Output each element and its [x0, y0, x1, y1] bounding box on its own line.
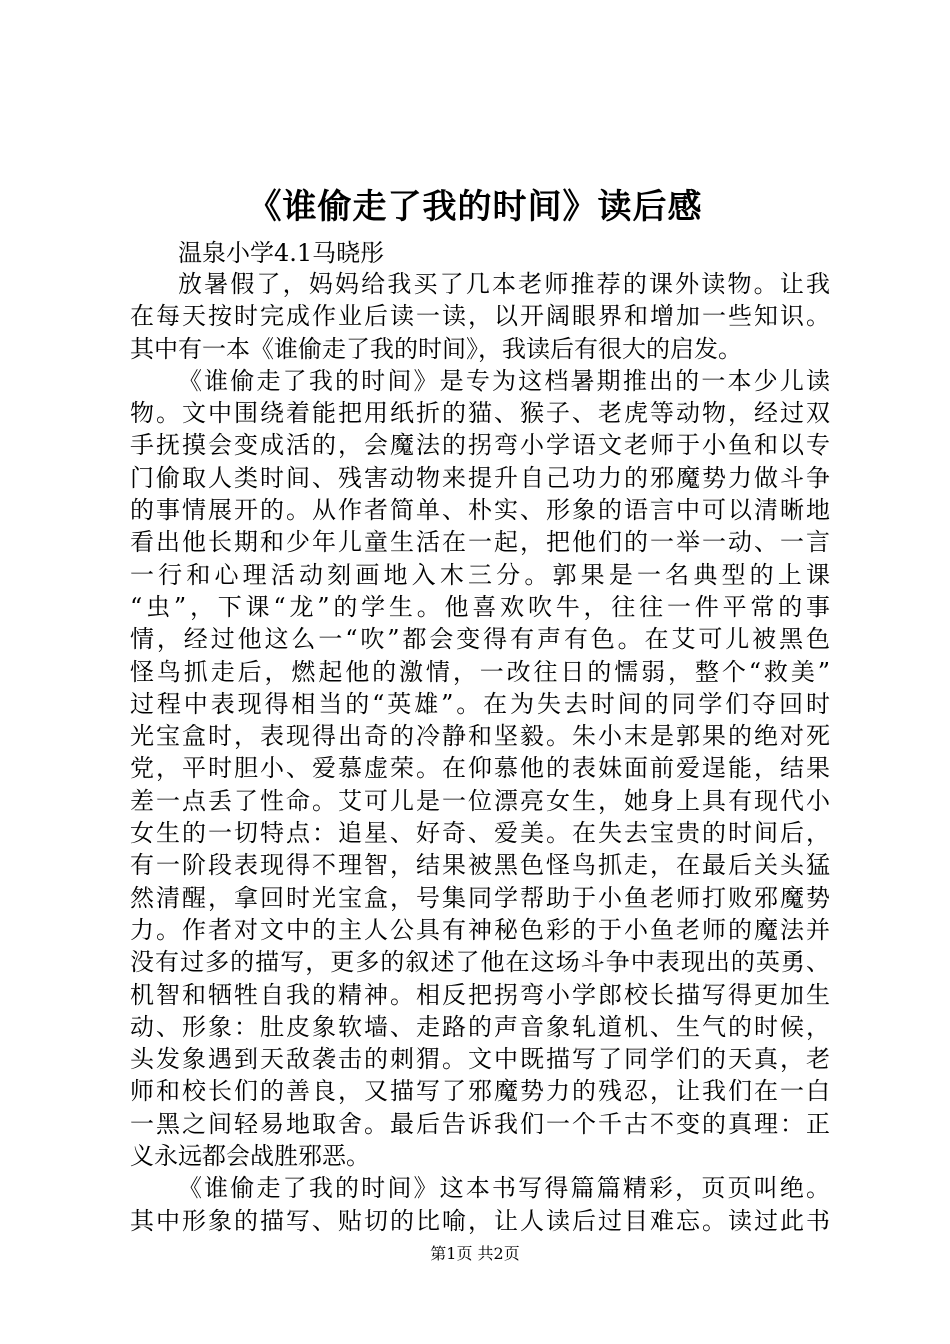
text-line: 其中有一本《谁偷走了我的时间》，我读后有很大的启发。	[130, 334, 742, 363]
text-line: 一行和心理活动刻画地入木三分。郭果是一名典型的上课	[130, 560, 830, 589]
text-line: 怪鸟抓走后，燃起他的激情，一改往日的懦弱，整个“救美”	[130, 657, 830, 686]
text-line: 光宝盒时，表现得出奇的冷静和坚毅。朱小末是郭果的绝对死	[130, 722, 830, 751]
text-line: “虫”，下课“龙”的学生。他喜欢吹牛，往往一件平常的事	[130, 592, 830, 621]
text-line: 看出他长期和少年儿童生活在一起，把他们的一举一动、一言	[130, 528, 830, 557]
text-line: 义永远都会战胜邪恶。	[130, 1142, 370, 1171]
text-line: 《谁偷走了我的时间》这本书写得篇篇精彩，页页叫绝。	[178, 1174, 830, 1203]
text-line: 机智和牺牲自我的精神。相反把拐弯小学郎校长描写得更加生	[130, 980, 830, 1009]
text-line: 头发象遇到天敌袭击的刺猬。文中既描写了同学们的天真，老	[130, 1045, 830, 1074]
text-line: 《谁偷走了我的时间》是专为这档暑期推出的一本少儿读	[178, 366, 830, 395]
text-line: 门偷取人类时间、残害动物来提升自己功力的邪魔势力做斗争	[130, 463, 830, 492]
text-line: 没有过多的描写，更多的叙述了他在这场斗争中表现出的英勇、	[130, 948, 830, 977]
text-line: 差一点丢了性命。艾可儿是一位漂亮女生，她身上具有现代小	[130, 786, 830, 815]
text-line: 情，经过他这么一“吹”都会变得有声有色。在艾可儿被黑色	[130, 625, 830, 654]
text-line: 放暑假了，妈妈给我买了几本老师推荐的课外读物。让我	[178, 270, 830, 298]
text-line: 动、形象：肚皮象软墙、走路的声音象轧道机、生气的时候，	[130, 1012, 830, 1041]
text-line: 然清醒，拿回时光宝盒，号集同学帮助于小鱼老师打败邪魔势	[130, 883, 830, 912]
author-line: 温泉小学4.1马晓彤	[178, 239, 385, 267]
document-body	[130, 268, 830, 1237]
text-line: 物。文中围绕着能把用纸折的猫、猴子、老虎等动物，经过双	[130, 399, 830, 428]
text-line: 有一阶段表现得不理智，结果被黑色怪鸟抓走，在最后关头猛	[130, 851, 830, 880]
page-footer: 第1页 共2页	[430, 1244, 520, 1263]
text-line: 女生的一切特点：追星、好奇、爱美。在失去宝贵的时间后，	[130, 819, 830, 848]
text-line: 一黑之间轻易地取舍。最后告诉我们一个千古不变的真理：正	[130, 1109, 830, 1138]
text-line: 力。作者对文中的主人公具有神秘色彩的于小鱼老师的魔法并	[130, 915, 830, 944]
text-line: 过程中表现得相当的“英雄”。在为失去时间的同学们夺回时	[130, 689, 830, 718]
text-line: 党，平时胆小、爱慕虚荣。在仰慕他的表妹面前爱逞能，结果	[130, 754, 830, 783]
document-title: 《谁偷走了我的时间》读后感	[247, 187, 703, 227]
text-line: 其中形象的描写、贴切的比喻，让人读后过目难忘。读过此书	[130, 1206, 830, 1235]
text-line: 的事情展开的。从作者简单、朴实、形象的语言中可以清晰地	[130, 496, 830, 525]
text-line: 手抚摸会变成活的，会魔法的拐弯小学语文老师于小鱼和以专	[130, 431, 830, 460]
text-line: 在每天按时完成作业后读一读，以开阔眼界和增加一些知识。	[130, 302, 830, 331]
text-line: 师和校长们的善良，又描写了邪魔势力的残忍，让我们在一白	[130, 1077, 830, 1106]
